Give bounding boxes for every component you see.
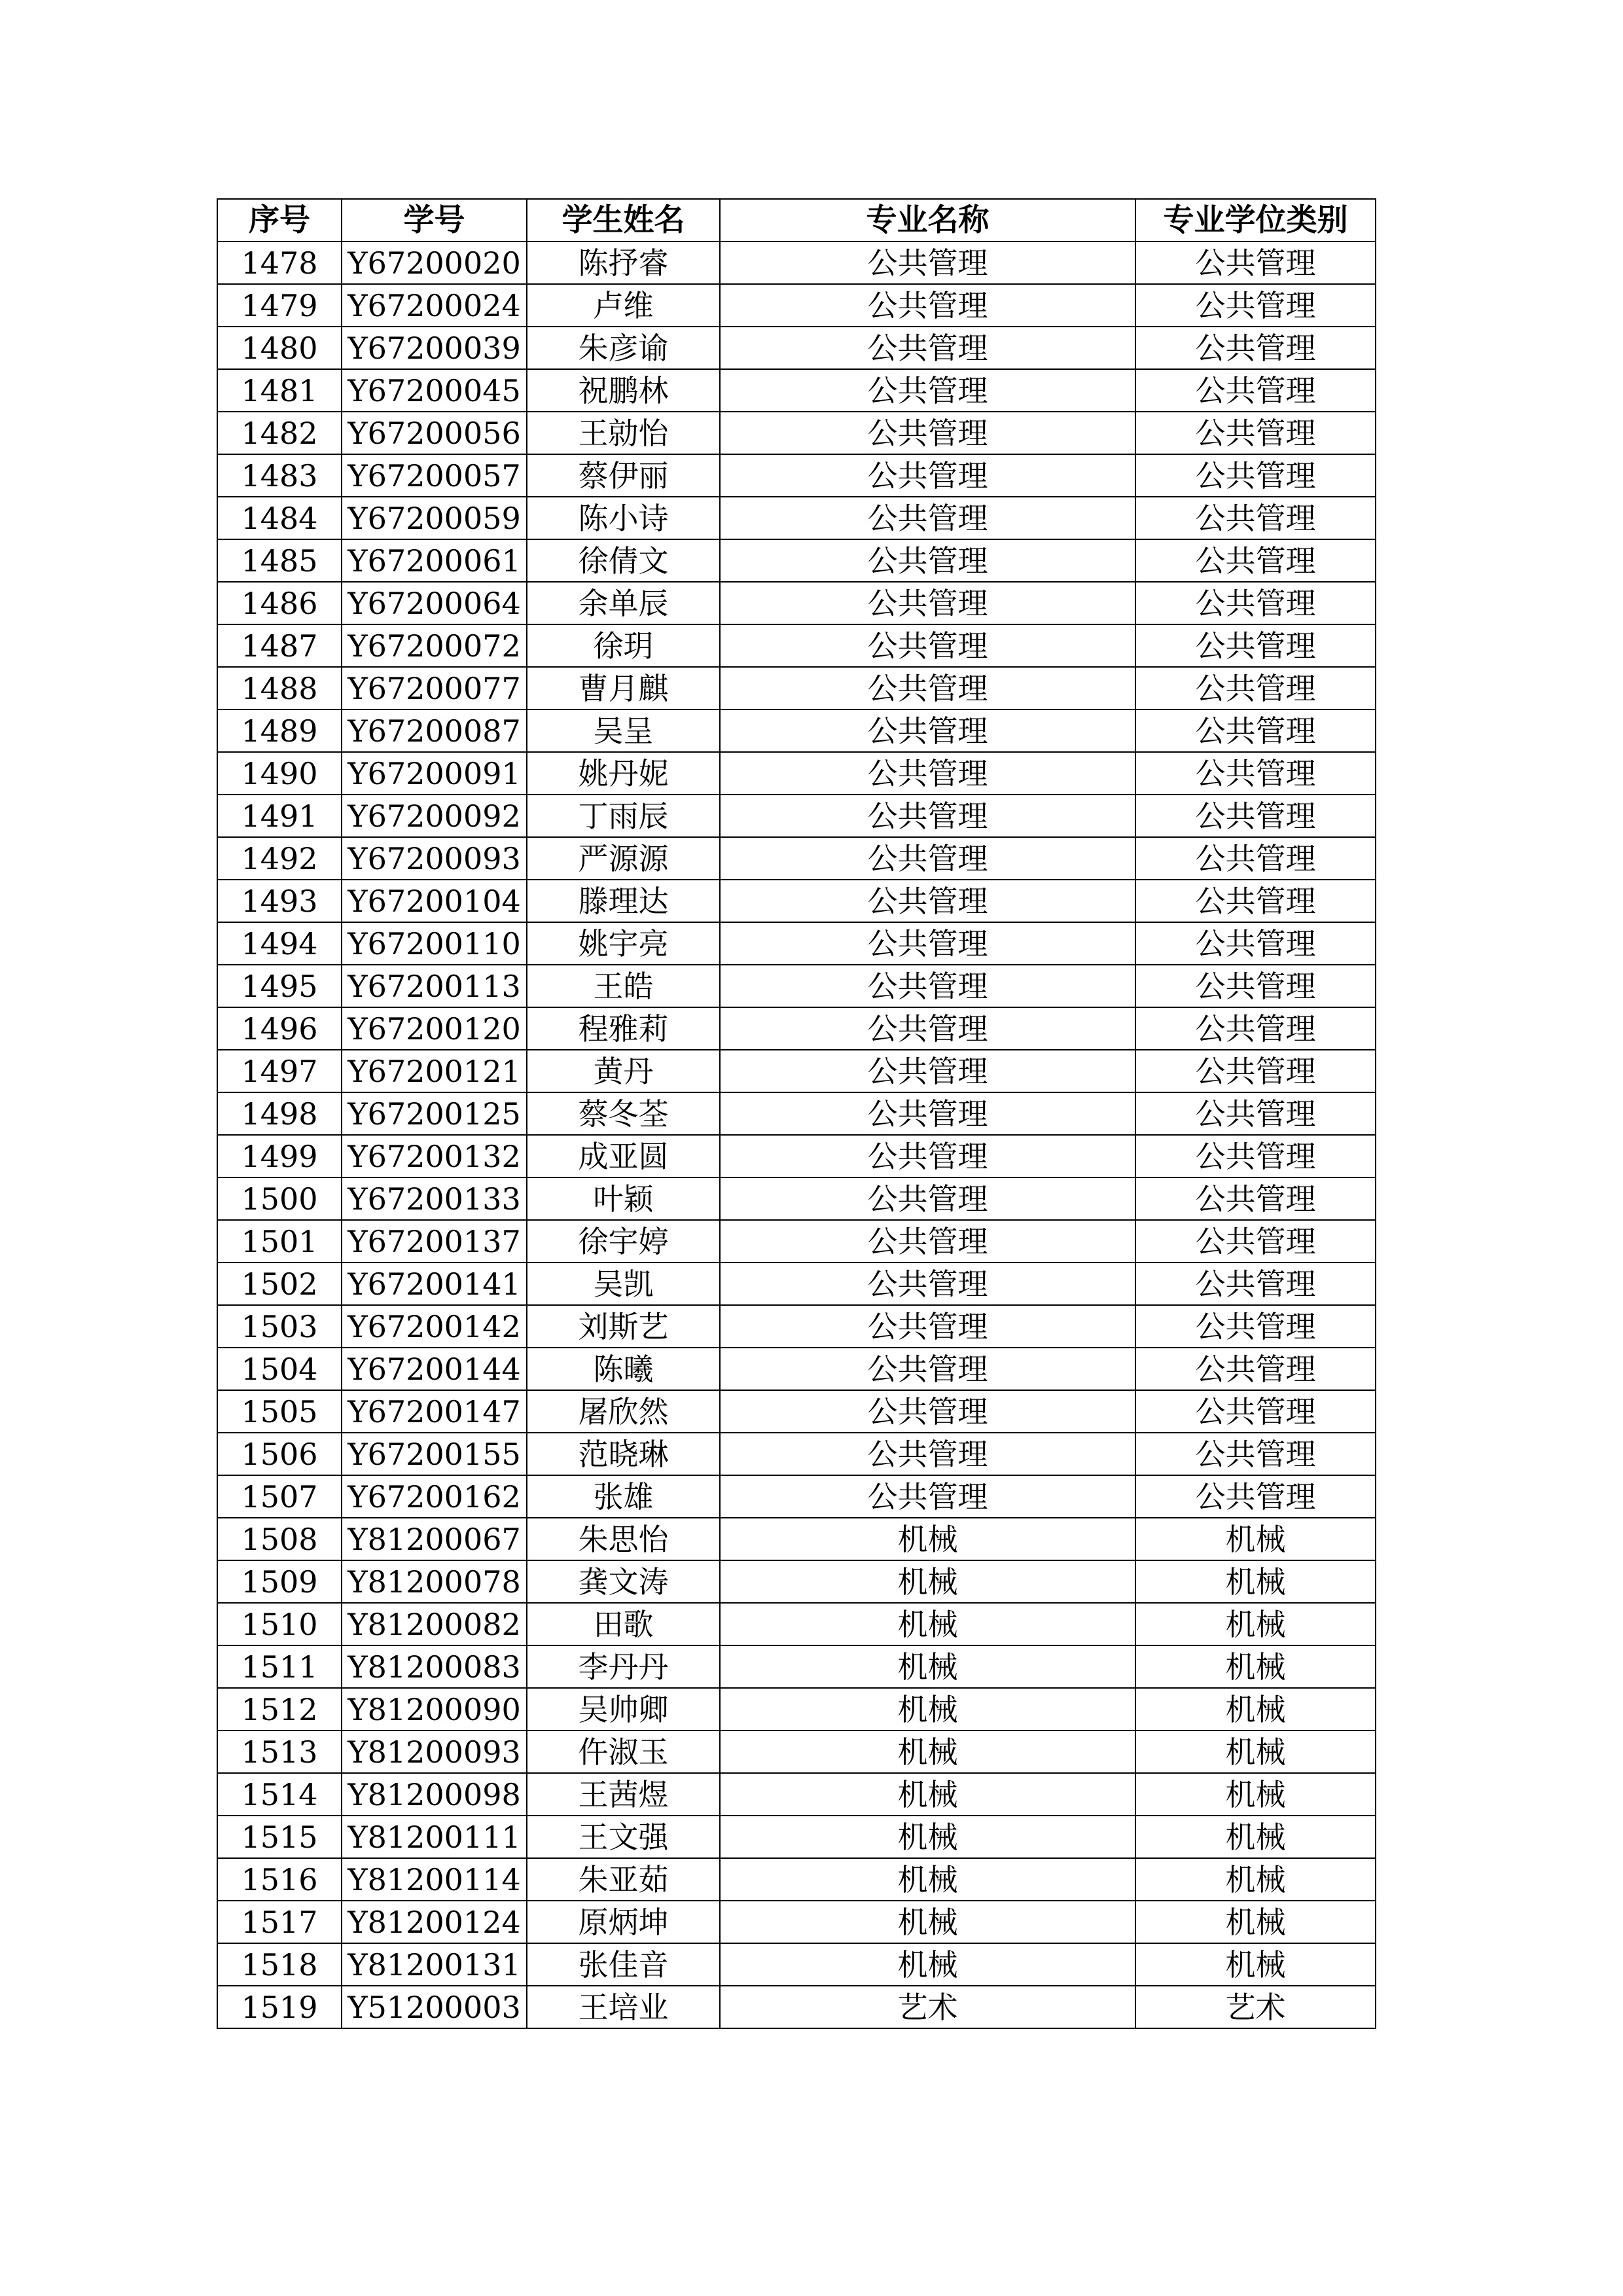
cell-major-name: 公共管理 [720,1092,1135,1135]
cell-student-id: Y81200131 [342,1943,527,1986]
cell-student-id: Y67200039 [342,327,527,369]
cell-degree-category: 机械 [1135,1603,1376,1645]
table-row [217,922,1376,965]
cell-degree-category: 公共管理 [1135,752,1376,795]
table-row [217,1475,1376,1518]
cell-major-name: 机械 [720,1731,1135,1773]
cell-degree-category: 机械 [1135,1943,1376,1986]
cell-student-name: 卢维 [527,284,720,327]
cell-major-name: 公共管理 [720,624,1135,667]
cell-serial-number: 1504 [217,1348,342,1390]
cell-major-name: 机械 [720,1603,1135,1645]
cell-major-name: 机械 [720,1943,1135,1986]
cell-degree-category: 公共管理 [1135,624,1376,667]
cell-major-name: 公共管理 [720,497,1135,539]
cell-student-id: Y67200132 [342,1135,527,1177]
cell-degree-category: 机械 [1135,1901,1376,1943]
cell-student-id: Y67200072 [342,624,527,667]
cell-serial-number: 1479 [217,284,342,327]
cell-student-id: Y67200141 [342,1263,527,1305]
cell-student-id: Y81200083 [342,1645,527,1688]
cell-serial-number: 1500 [217,1177,342,1220]
table-row [217,582,1376,624]
cell-student-name: 滕理达 [527,880,720,922]
table-row [217,1177,1376,1220]
cell-degree-category: 机械 [1135,1518,1376,1560]
cell-student-name: 龚文涛 [527,1560,720,1603]
cell-serial-number: 1493 [217,880,342,922]
cell-degree-category: 公共管理 [1135,1475,1376,1518]
cell-student-name: 姚丹妮 [527,752,720,795]
cell-student-id: Y81200067 [342,1518,527,1560]
header-student-name: 学生姓名 [527,199,720,242]
cell-major-name: 公共管理 [720,965,1135,1007]
cell-student-name: 王培业 [527,1986,720,2028]
cell-student-name: 范晓琳 [527,1433,720,1475]
cell-degree-category: 公共管理 [1135,1007,1376,1050]
header-serial-number: 序号 [217,199,342,242]
cell-major-name: 公共管理 [720,1050,1135,1092]
cell-serial-number: 1480 [217,327,342,369]
cell-student-name: 刘斯艺 [527,1305,720,1348]
cell-student-id: Y67200087 [342,709,527,752]
cell-serial-number: 1486 [217,582,342,624]
cell-degree-category: 公共管理 [1135,1348,1376,1390]
cell-major-name: 公共管理 [720,1177,1135,1220]
table-row [217,667,1376,709]
cell-student-name: 陈曦 [527,1348,720,1390]
cell-student-id: Y67200155 [342,1433,527,1475]
cell-major-name: 公共管理 [720,1135,1135,1177]
cell-student-name: 朱亚茹 [527,1858,720,1901]
cell-degree-category: 机械 [1135,1773,1376,1816]
cell-student-name: 陈小诗 [527,497,720,539]
cell-serial-number: 1515 [217,1816,342,1858]
cell-student-id: Y67200137 [342,1220,527,1263]
table-row [217,1816,1376,1858]
cell-student-name: 王勍怡 [527,412,720,454]
table-row [217,1901,1376,1943]
cell-serial-number: 1509 [217,1560,342,1603]
cell-degree-category: 机械 [1135,1688,1376,1731]
cell-student-id: Y67200056 [342,412,527,454]
cell-major-name: 公共管理 [720,1390,1135,1433]
cell-serial-number: 1491 [217,795,342,837]
cell-major-name: 公共管理 [720,837,1135,880]
cell-student-id: Y81200098 [342,1773,527,1816]
cell-degree-category: 公共管理 [1135,369,1376,412]
table-row [217,752,1376,795]
cell-degree-category: 公共管理 [1135,795,1376,837]
cell-serial-number: 1499 [217,1135,342,1177]
cell-student-id: Y81200111 [342,1816,527,1858]
cell-major-name: 机械 [720,1560,1135,1603]
table-row [217,242,1376,284]
table-row [217,454,1376,497]
table-row [217,1348,1376,1390]
cell-student-id: Y67200104 [342,880,527,922]
cell-student-id: Y67200113 [342,965,527,1007]
cell-serial-number: 1496 [217,1007,342,1050]
table-row [217,1688,1376,1731]
cell-major-name: 公共管理 [720,667,1135,709]
cell-student-id: Y67200091 [342,752,527,795]
cell-serial-number: 1516 [217,1858,342,1901]
cell-student-id: Y67200061 [342,539,527,582]
cell-student-id: Y81200093 [342,1731,527,1773]
cell-major-name: 艺术 [720,1986,1135,2028]
cell-student-name: 张佳音 [527,1943,720,1986]
cell-degree-category: 公共管理 [1135,1220,1376,1263]
cell-student-name: 吴帅卿 [527,1688,720,1731]
cell-degree-category: 公共管理 [1135,667,1376,709]
cell-student-name: 黄丹 [527,1050,720,1092]
cell-serial-number: 1482 [217,412,342,454]
cell-serial-number: 1505 [217,1390,342,1433]
table-row [217,539,1376,582]
cell-serial-number: 1518 [217,1943,342,1986]
table-row [217,327,1376,369]
header-degree-category: 专业学位类别 [1135,199,1376,242]
cell-serial-number: 1512 [217,1688,342,1731]
cell-degree-category: 公共管理 [1135,1305,1376,1348]
cell-student-name: 蔡伊丽 [527,454,720,497]
cell-student-name: 王皓 [527,965,720,1007]
cell-serial-number: 1510 [217,1603,342,1645]
cell-student-id: Y67200045 [342,369,527,412]
cell-serial-number: 1503 [217,1305,342,1348]
cell-serial-number: 1501 [217,1220,342,1263]
cell-student-id: Y81200114 [342,1858,527,1901]
cell-student-name: 吴呈 [527,709,720,752]
cell-degree-category: 公共管理 [1135,880,1376,922]
cell-degree-category: 公共管理 [1135,1135,1376,1177]
cell-student-id: Y67200142 [342,1305,527,1348]
cell-student-id: Y67200121 [342,1050,527,1092]
cell-student-name: 王茜煜 [527,1773,720,1816]
table-row [217,1050,1376,1092]
cell-major-name: 公共管理 [720,1348,1135,1390]
cell-student-id: Y67200110 [342,922,527,965]
cell-student-name: 朱思怡 [527,1518,720,1560]
cell-serial-number: 1487 [217,624,342,667]
cell-degree-category: 公共管理 [1135,242,1376,284]
cell-degree-category: 公共管理 [1135,709,1376,752]
cell-student-name: 祝鹏林 [527,369,720,412]
cell-serial-number: 1492 [217,837,342,880]
cell-student-name: 叶颖 [527,1177,720,1220]
cell-degree-category: 公共管理 [1135,412,1376,454]
table-row [217,1773,1376,1816]
cell-degree-category: 公共管理 [1135,497,1376,539]
table-row [217,709,1376,752]
cell-serial-number: 1478 [217,242,342,284]
cell-major-name: 公共管理 [720,327,1135,369]
table-row [217,284,1376,327]
cell-serial-number: 1485 [217,539,342,582]
table-row [217,412,1376,454]
cell-student-name: 原炳坤 [527,1901,720,1943]
cell-student-name: 吴凯 [527,1263,720,1305]
table-row [217,1263,1376,1305]
cell-serial-number: 1481 [217,369,342,412]
cell-student-name: 蔡冬荃 [527,1092,720,1135]
cell-student-id: Y67200020 [342,242,527,284]
cell-student-name: 严源源 [527,837,720,880]
cell-student-id: Y67200162 [342,1475,527,1518]
cell-degree-category: 机械 [1135,1858,1376,1901]
cell-student-id: Y67200120 [342,1007,527,1050]
cell-major-name: 公共管理 [720,242,1135,284]
cell-degree-category: 公共管理 [1135,1092,1376,1135]
table-row [217,1645,1376,1688]
cell-student-name: 屠欣然 [527,1390,720,1433]
cell-degree-category: 公共管理 [1135,582,1376,624]
cell-serial-number: 1506 [217,1433,342,1475]
cell-major-name: 公共管理 [720,1305,1135,1348]
table-row [217,1433,1376,1475]
cell-student-name: 陈抒睿 [527,242,720,284]
cell-student-name: 余单辰 [527,582,720,624]
cell-major-name: 公共管理 [720,539,1135,582]
cell-serial-number: 1489 [217,709,342,752]
cell-student-id: Y67200092 [342,795,527,837]
cell-serial-number: 1508 [217,1518,342,1560]
cell-major-name: 公共管理 [720,1263,1135,1305]
cell-student-id: Y67200064 [342,582,527,624]
cell-degree-category: 公共管理 [1135,1433,1376,1475]
cell-major-name: 机械 [720,1773,1135,1816]
cell-degree-category: 公共管理 [1135,965,1376,1007]
cell-student-name: 姚宇亮 [527,922,720,965]
cell-major-name: 公共管理 [720,1475,1135,1518]
cell-student-name: 王文强 [527,1816,720,1858]
cell-degree-category: 机械 [1135,1731,1376,1773]
cell-student-id: Y81200082 [342,1603,527,1645]
cell-serial-number: 1498 [217,1092,342,1135]
table-row [217,1518,1376,1560]
table-row [217,1305,1376,1348]
cell-student-id: Y67200144 [342,1348,527,1390]
cell-student-id: Y67200147 [342,1390,527,1433]
cell-major-name: 机械 [720,1645,1135,1688]
cell-student-name: 朱彦谕 [527,327,720,369]
student-degree-table [217,198,1376,2029]
cell-student-id: Y51200003 [342,1986,527,2028]
table-row [217,497,1376,539]
table-row [217,1560,1376,1603]
cell-student-id: Y67200057 [342,454,527,497]
cell-student-id: Y67200133 [342,1177,527,1220]
cell-major-name: 机械 [720,1858,1135,1901]
cell-degree-category: 公共管理 [1135,837,1376,880]
cell-degree-category: 公共管理 [1135,539,1376,582]
cell-major-name: 公共管理 [720,709,1135,752]
cell-student-id: Y67200077 [342,667,527,709]
table-row [217,1986,1376,2028]
cell-student-id: Y81200078 [342,1560,527,1603]
cell-major-name: 公共管理 [720,412,1135,454]
cell-major-name: 公共管理 [720,795,1135,837]
cell-major-name: 公共管理 [720,369,1135,412]
cell-degree-category: 公共管理 [1135,327,1376,369]
cell-student-id: Y67200093 [342,837,527,880]
cell-student-name: 曹月麒 [527,667,720,709]
table-row [217,880,1376,922]
cell-degree-category: 公共管理 [1135,1177,1376,1220]
cell-student-id: Y67200024 [342,284,527,327]
cell-student-name: 程雅莉 [527,1007,720,1050]
cell-student-name: 徐宇婷 [527,1220,720,1263]
cell-major-name: 机械 [720,1901,1135,1943]
cell-major-name: 公共管理 [720,582,1135,624]
cell-major-name: 公共管理 [720,1220,1135,1263]
cell-major-name: 公共管理 [720,1007,1135,1050]
cell-student-name: 成亚圆 [527,1135,720,1177]
header-student-id: 学号 [342,199,527,242]
cell-degree-category: 公共管理 [1135,284,1376,327]
table-row [217,837,1376,880]
cell-serial-number: 1517 [217,1901,342,1943]
cell-major-name: 公共管理 [720,752,1135,795]
cell-major-name: 机械 [720,1688,1135,1731]
table-body [217,242,1376,2028]
cell-serial-number: 1514 [217,1773,342,1816]
table-header-row [217,199,1376,242]
table-row [217,1092,1376,1135]
cell-major-name: 公共管理 [720,284,1135,327]
cell-major-name: 公共管理 [720,880,1135,922]
cell-major-name: 机械 [720,1518,1135,1560]
cell-major-name: 公共管理 [720,1433,1135,1475]
cell-degree-category: 公共管理 [1135,1263,1376,1305]
cell-serial-number: 1494 [217,922,342,965]
cell-serial-number: 1513 [217,1731,342,1773]
cell-student-name: 丁雨辰 [527,795,720,837]
cell-degree-category: 公共管理 [1135,1050,1376,1092]
cell-student-id: Y81200090 [342,1688,527,1731]
cell-degree-category: 公共管理 [1135,922,1376,965]
table-row [217,1943,1376,1986]
cell-student-name: 张雄 [527,1475,720,1518]
cell-degree-category: 机械 [1135,1816,1376,1858]
cell-serial-number: 1495 [217,965,342,1007]
table-row [217,1731,1376,1773]
cell-student-id: Y67200125 [342,1092,527,1135]
cell-student-name: 田歌 [527,1603,720,1645]
table-row [217,795,1376,837]
cell-serial-number: 1502 [217,1263,342,1305]
table-row [217,624,1376,667]
cell-degree-category: 公共管理 [1135,454,1376,497]
cell-serial-number: 1507 [217,1475,342,1518]
table-row [217,1135,1376,1177]
table-row [217,1858,1376,1901]
cell-degree-category: 机械 [1135,1560,1376,1603]
cell-student-id: Y67200059 [342,497,527,539]
table-row [217,1007,1376,1050]
table-row [217,369,1376,412]
table-row [217,965,1376,1007]
table-row [217,1390,1376,1433]
cell-degree-category: 公共管理 [1135,1390,1376,1433]
cell-major-name: 公共管理 [720,922,1135,965]
cell-student-id: Y81200124 [342,1901,527,1943]
cell-student-name: 李丹丹 [527,1645,720,1688]
header-major-name: 专业名称 [720,199,1135,242]
cell-student-name: 仵淑玉 [527,1731,720,1773]
cell-degree-category: 艺术 [1135,1986,1376,2028]
cell-serial-number: 1497 [217,1050,342,1092]
cell-major-name: 公共管理 [720,454,1135,497]
cell-serial-number: 1511 [217,1645,342,1688]
cell-student-name: 徐倩文 [527,539,720,582]
cell-serial-number: 1483 [217,454,342,497]
table-row [217,1603,1376,1645]
cell-serial-number: 1484 [217,497,342,539]
cell-major-name: 机械 [720,1816,1135,1858]
cell-degree-category: 机械 [1135,1645,1376,1688]
cell-serial-number: 1490 [217,752,342,795]
table-row [217,1220,1376,1263]
cell-serial-number: 1519 [217,1986,342,2028]
cell-student-name: 徐玥 [527,624,720,667]
cell-serial-number: 1488 [217,667,342,709]
